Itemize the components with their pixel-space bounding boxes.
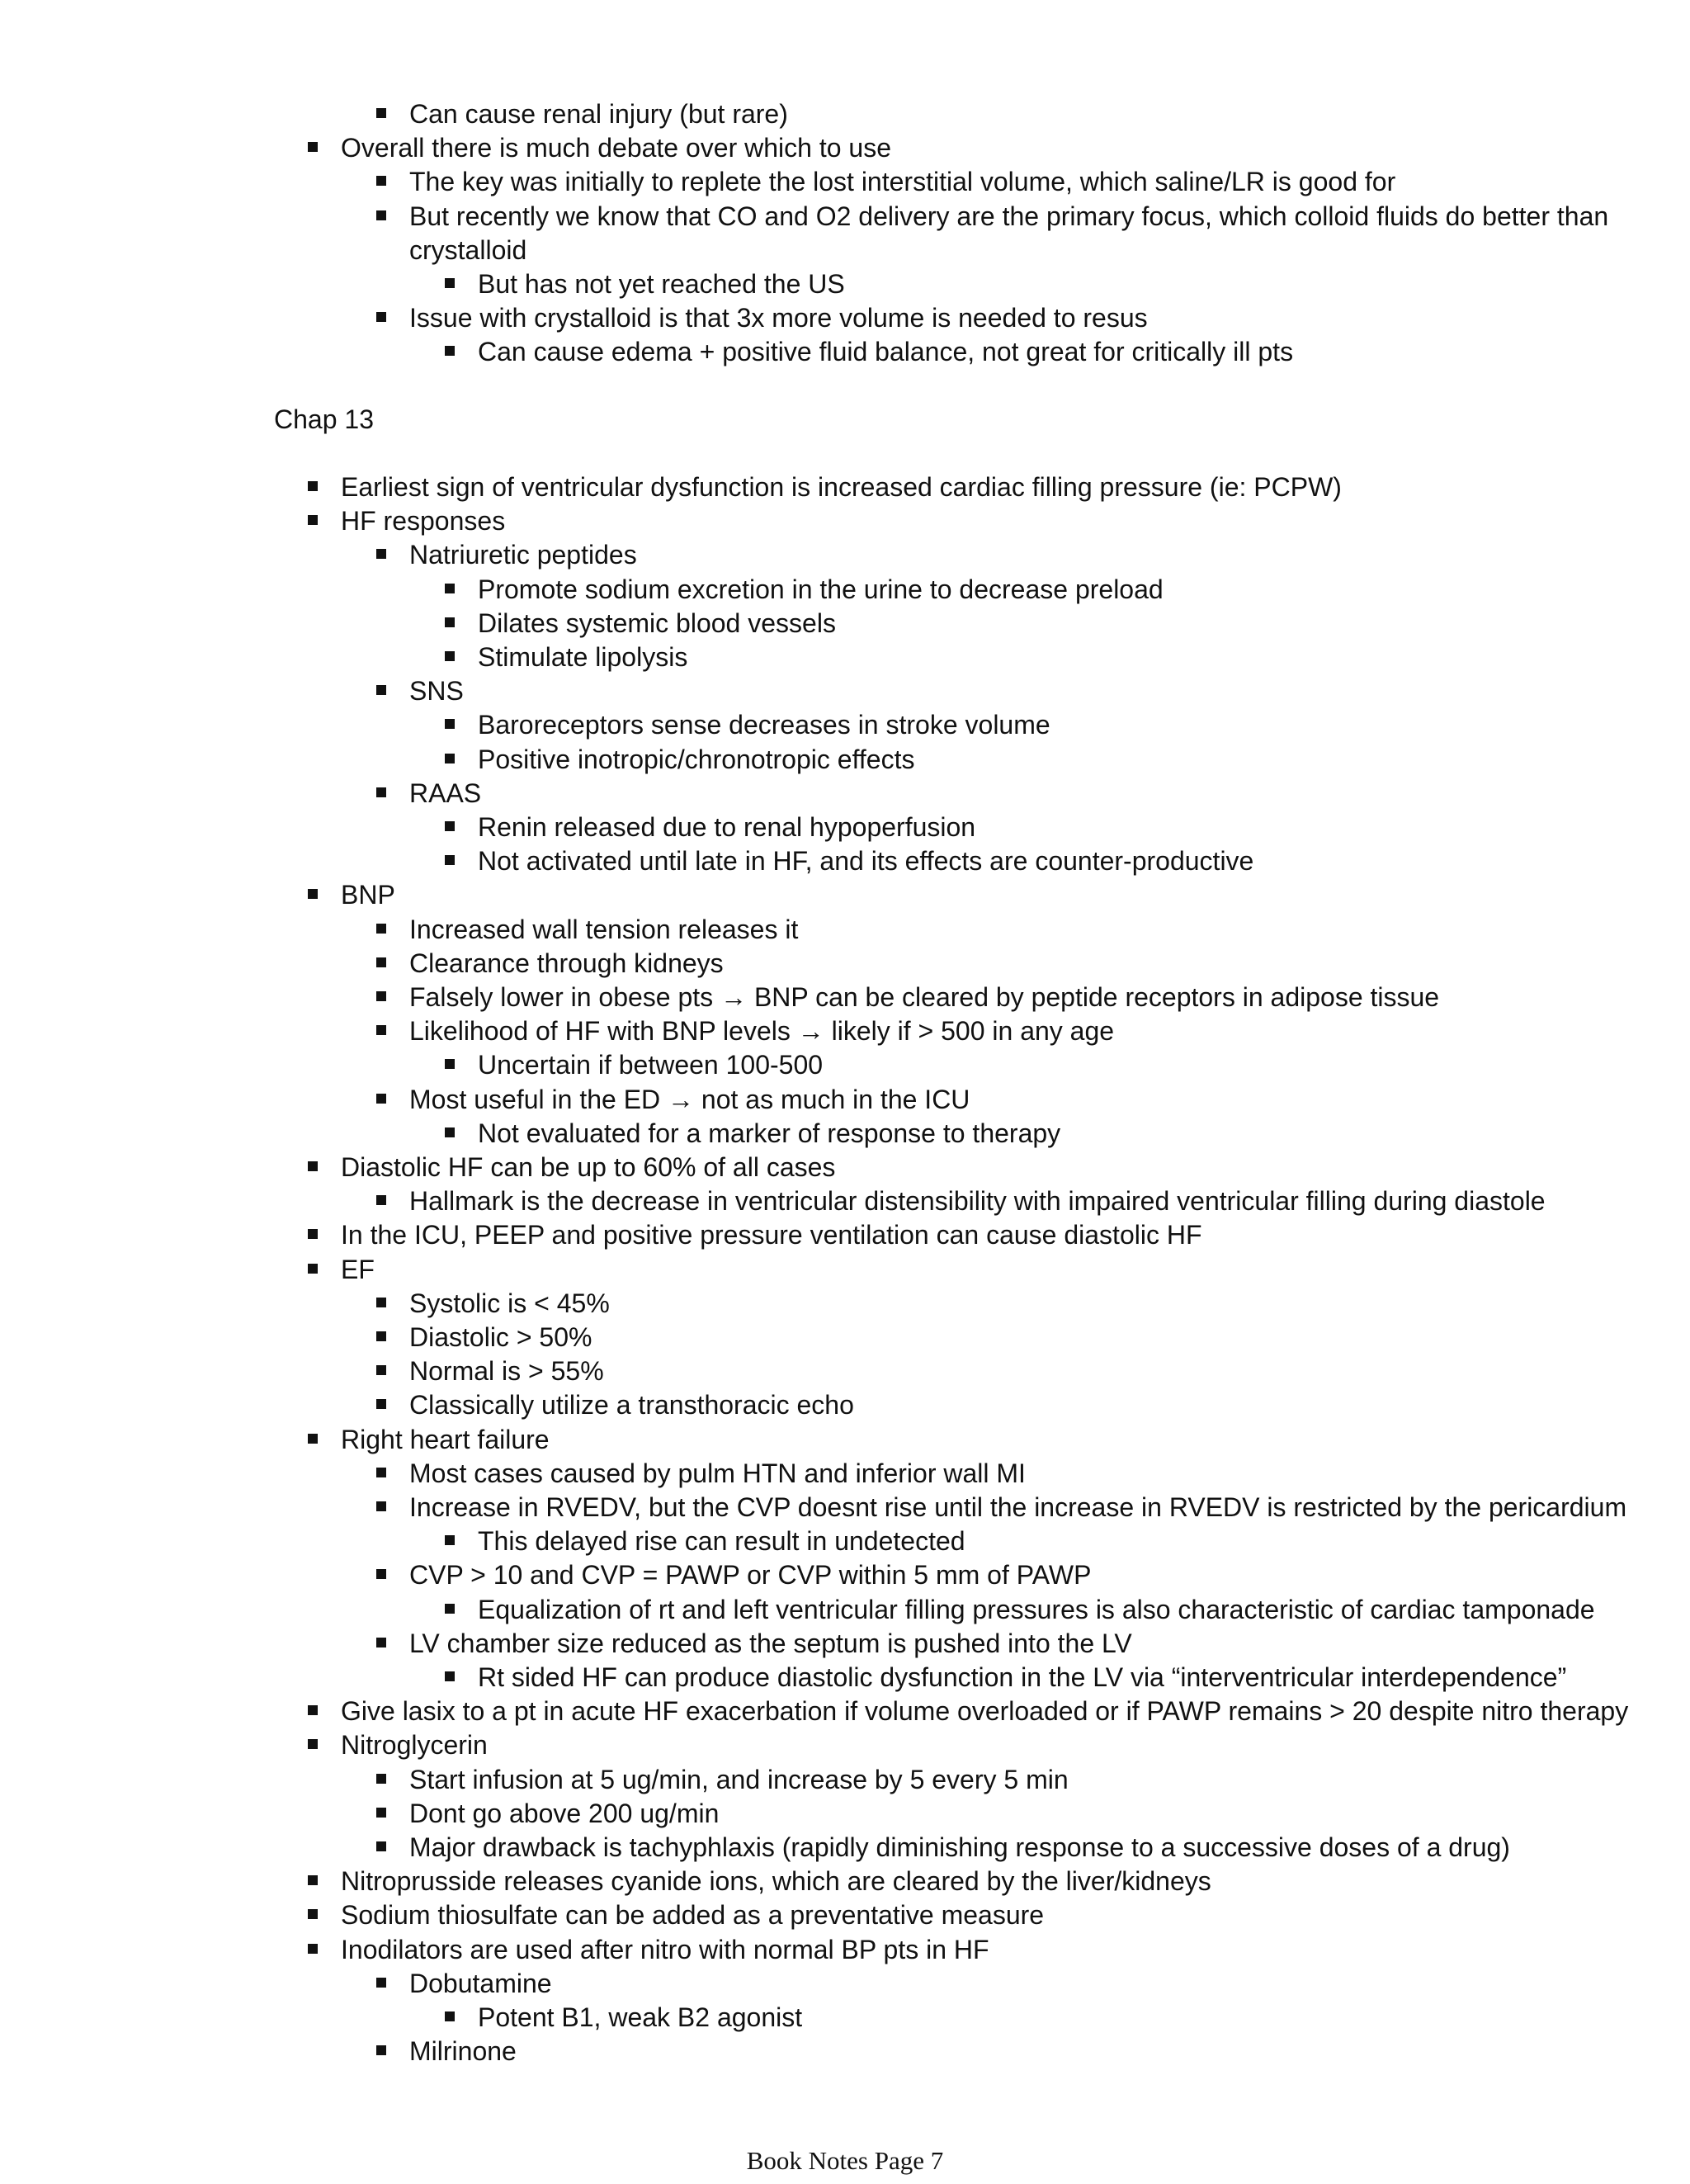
note-text: Falsely lower in obese pts → BNP can be cleared by peptide receptors in adipose tissue (409, 982, 1440, 1012)
note-line-level-4 (478, 1048, 823, 1082)
bullet-icon (445, 1127, 455, 1137)
note-line-level-4 (478, 641, 687, 674)
note-line-level-3 (409, 1558, 1091, 1592)
bullet-icon (308, 1161, 318, 1171)
note-line-level-2 (341, 1253, 375, 1287)
bullet-icon (445, 855, 455, 865)
note-line-level-2 (341, 470, 1342, 504)
note-text: Normal is > 55% (409, 1356, 604, 1386)
bullet-icon (445, 821, 455, 831)
bullet-icon (445, 1671, 455, 1681)
note-text: Stimulate lipolysis (478, 642, 688, 672)
note-line-level-2 (341, 1423, 550, 1457)
note-line-level-3 (409, 674, 464, 708)
note-text: SNS (409, 676, 464, 706)
note-text: Overall there is much debate over which to use (341, 133, 891, 163)
note-text: Most useful in the ED → not as much in the ICU (409, 1085, 970, 1114)
note-text: Not activated until late in HF, and its effects are counter-productive (478, 846, 1254, 876)
bullet-icon (376, 312, 386, 322)
section-heading: Chap 13 (274, 404, 374, 434)
page-footer: Book Notes Page 7 (746, 2146, 944, 2175)
bullet-icon (376, 685, 386, 695)
note-line-level-3 (409, 1014, 1114, 1048)
note-line-level-2 (341, 131, 891, 165)
bullet-icon (308, 1229, 318, 1239)
bullet-icon (308, 142, 318, 152)
bullet-icon (376, 1978, 386, 1988)
note-text: Milrinone (409, 2036, 517, 2066)
bullet-icon (308, 481, 318, 491)
bullet-icon (376, 1569, 386, 1579)
note-text: Increased wall tension releases it (409, 915, 799, 944)
note-text: Baroreceptors sense decreases in stroke volume (478, 710, 1050, 740)
note-line-level-3 (409, 1763, 1069, 1797)
note-line-level-4 (478, 811, 975, 844)
note-text: Diastolic HF can be up to 60% of all cases (341, 1152, 836, 1182)
bullet-icon (376, 787, 386, 797)
note-line-level-2 (341, 1695, 1628, 1728)
note-line-level-3 (409, 913, 798, 947)
note-text: Most cases caused by pulm HTN and inferior wall MI (409, 1458, 1026, 1488)
bullet-icon (308, 515, 318, 525)
bullet-icon (376, 957, 386, 967)
note-line-level-2 (341, 1151, 835, 1184)
note-text: Increase in RVEDV, but the CVP doesnt rise until the increase in RVEDV is restricted by the pericardium (409, 1492, 1627, 1522)
note-line-level-3 (409, 538, 637, 572)
note-text: Issue with crystalloid is that 3x more volume is needed to resus (409, 303, 1148, 333)
bullet-icon (308, 1944, 318, 1954)
note-text: Dont go above 200 ug/min (409, 1799, 720, 1828)
bullet-icon (376, 924, 386, 934)
note-line-level-3 (409, 165, 1395, 199)
note-text: But recently we know that CO and O2 delivery are the primary focus, which colloid fluids do better than (409, 201, 1609, 231)
bullet-icon (376, 1638, 386, 1647)
note-line-level-2 (341, 1218, 1202, 1252)
note-line-level-3 (409, 234, 526, 267)
note-text: Nitroglycerin (341, 1730, 488, 1760)
note-line-level-2 (341, 878, 395, 912)
note-line-level-3 (409, 1831, 1510, 1865)
bullet-icon (308, 1909, 318, 1919)
note-line-level-3 (409, 1184, 1546, 1218)
note-text: Natriuretic peptides (409, 540, 637, 570)
note-line-level-4 (478, 1661, 1566, 1695)
bullet-icon (308, 1739, 318, 1749)
note-text: Systolic is < 45% (409, 1288, 610, 1318)
note-line-level-3 (409, 1627, 1132, 1661)
note-line-level-3 (409, 2035, 517, 2068)
note-line-level-3 (409, 1491, 1626, 1525)
bullet-icon (308, 1434, 318, 1444)
note-line-level-3 (409, 1083, 970, 1117)
note-line-level-4 (478, 607, 836, 641)
note-text: Not evaluated for a marker of response to therapy (478, 1118, 1061, 1148)
note-text: Promote sodium excretion in the urine to decrease preload (478, 574, 1164, 604)
bullet-icon (308, 889, 318, 899)
bullet-icon (376, 210, 386, 220)
note-text: EF (341, 1255, 375, 1284)
note-line-level-4 (478, 1117, 1060, 1151)
bullet-icon (376, 1501, 386, 1511)
note-text: LV chamber size reduced as the septum is pushed into the LV (409, 1629, 1132, 1658)
note-text: Can cause edema + positive fluid balance, not great for critically ill pts (478, 337, 1294, 366)
bullet-icon (445, 278, 455, 288)
bullet-icon (445, 617, 455, 627)
note-text: Potent B1, weak B2 agonist (478, 2002, 803, 2032)
note-line-level-3 (409, 777, 481, 811)
note-text: Clearance through kidneys (409, 948, 724, 978)
note-text: Positive inotropic/chronotropic effects (478, 745, 915, 774)
note-text: Renin released due to renal hypoperfusion (478, 812, 976, 842)
bullet-icon (308, 1875, 318, 1885)
bullet-icon (376, 991, 386, 1001)
note-text: Sodium thiosulfate can be added as a preventative measure (341, 1900, 1045, 1930)
bullet-icon (445, 651, 455, 661)
note-line-level-3 (409, 97, 788, 131)
bullet-icon (376, 1841, 386, 1851)
bullet-icon (376, 1468, 386, 1477)
bullet-icon (445, 1604, 455, 1614)
note-line-level-2 (341, 1728, 488, 1762)
note-text: BNP (341, 880, 395, 910)
note-line-level-3 (409, 200, 1608, 234)
note-text: Dilates systemic blood vessels (478, 608, 836, 638)
note-line-level-2 (341, 1933, 989, 1967)
bullet-icon (445, 1535, 455, 1545)
note-line-level-3 (409, 301, 1148, 335)
note-line-level-4 (478, 708, 1050, 742)
note-line-level-2 (341, 1865, 1211, 1898)
note-line-level-3 (409, 1354, 604, 1388)
note-line-level-4 (478, 1593, 1595, 1627)
note-text: RAAS (409, 778, 482, 808)
bullet-icon (376, 176, 386, 186)
bullet-icon (376, 1331, 386, 1341)
bullet-icon (376, 549, 386, 559)
note-text: crystalloid (409, 235, 527, 265)
bullet-icon (376, 1365, 386, 1375)
note-text: Earliest sign of ventricular dysfunction is increased cardiac filling pressure (ie: PCPW) (341, 472, 1342, 502)
note-text: But has not yet reached the US (478, 269, 845, 299)
note-text: Major drawback is tachyphlaxis (rapidly diminishing response to a successive doses of a drug) (409, 1832, 1510, 1862)
note-line-level-2 (341, 1898, 1044, 1932)
note-text: Classically utilize a transthoracic echo (409, 1390, 854, 1420)
bullet-icon (445, 1059, 455, 1069)
note-line-level-4 (478, 267, 845, 301)
note-text: This delayed rise can result in undetected (478, 1526, 965, 1556)
bullet-icon (308, 1705, 318, 1715)
note-text: Uncertain if between 100-500 (478, 1050, 824, 1080)
bullet-icon (445, 2011, 455, 2021)
note-text: Start infusion at 5 ug/min, and increase by 5 every 5 min (409, 1765, 1069, 1794)
bullet-icon (445, 584, 455, 593)
bullet-icon (445, 754, 455, 763)
bullet-icon (376, 1808, 386, 1818)
note-text: Equalization of rt and left ventricular filling pressures is also characteristic of cardiac tamponade (478, 1595, 1595, 1624)
note-line-level-3 (409, 1967, 552, 2001)
note-text: Hallmark is the decrease in ventricular distensibility with impaired ventricular filling during diastole (409, 1186, 1546, 1216)
note-line-level-4 (478, 2001, 802, 2035)
note-text: HF responses (341, 506, 506, 536)
note-text: Give lasix to a pt in acute HF exacerbation if volume overloaded or if PAWP remains > 20 despite nitro therapy (341, 1696, 1629, 1726)
bullet-icon (376, 2045, 386, 2055)
note-text: Diastolic > 50% (409, 1322, 592, 1352)
note-line-level-4 (478, 1525, 965, 1558)
bullet-icon (376, 1025, 386, 1035)
note-text: Likelihood of HF with BNP levels → likely if > 500 in any age (409, 1016, 1115, 1046)
bullet-icon (308, 1264, 318, 1274)
note-line-level-3 (409, 981, 1439, 1014)
bullet-icon (445, 346, 455, 356)
note-text: Nitroprusside releases cyanide ions, which are cleared by the liver/kidneys (341, 1866, 1211, 1896)
note-line-level-4 (478, 844, 1253, 878)
note-line-level-4 (478, 743, 914, 777)
bullet-icon (445, 719, 455, 729)
note-line-level-3 (409, 947, 724, 981)
note-text: Right heart failure (341, 1425, 550, 1454)
bullet-icon (376, 108, 386, 118)
note-line-level-3 (409, 1287, 610, 1321)
note-line-level-3 (409, 1388, 854, 1422)
note-text: The key was initially to replete the lost interstitial volume, which saline/LR is good for (409, 167, 1396, 196)
bullet-icon (376, 1774, 386, 1784)
bullet-icon (376, 1399, 386, 1409)
note-line-level-4 (478, 573, 1164, 607)
bullet-icon (376, 1298, 386, 1307)
note-line-level-3 (409, 1321, 592, 1354)
note-text: Rt sided HF can produce diastolic dysfunction in the LV via “interventricular interdependence” (478, 1662, 1567, 1692)
note-line-level-3 (409, 1457, 1026, 1491)
note-text: In the ICU, PEEP and positive pressure ventilation can cause diastolic HF (341, 1220, 1202, 1250)
note-text: Can cause renal injury (but rare) (409, 99, 788, 129)
note-line-level-3 (409, 1797, 719, 1831)
note-line-level-4 (478, 335, 1293, 369)
bullet-icon (376, 1094, 386, 1104)
note-text: Inodilators are used after nitro with normal BP pts in HF (341, 1935, 989, 1964)
bullet-icon (376, 1195, 386, 1205)
note-text: Dobutamine (409, 1969, 552, 1998)
note-text: CVP > 10 and CVP = PAWP or CVP within 5 mm of PAWP (409, 1560, 1092, 1590)
note-line-level-2 (341, 504, 505, 538)
